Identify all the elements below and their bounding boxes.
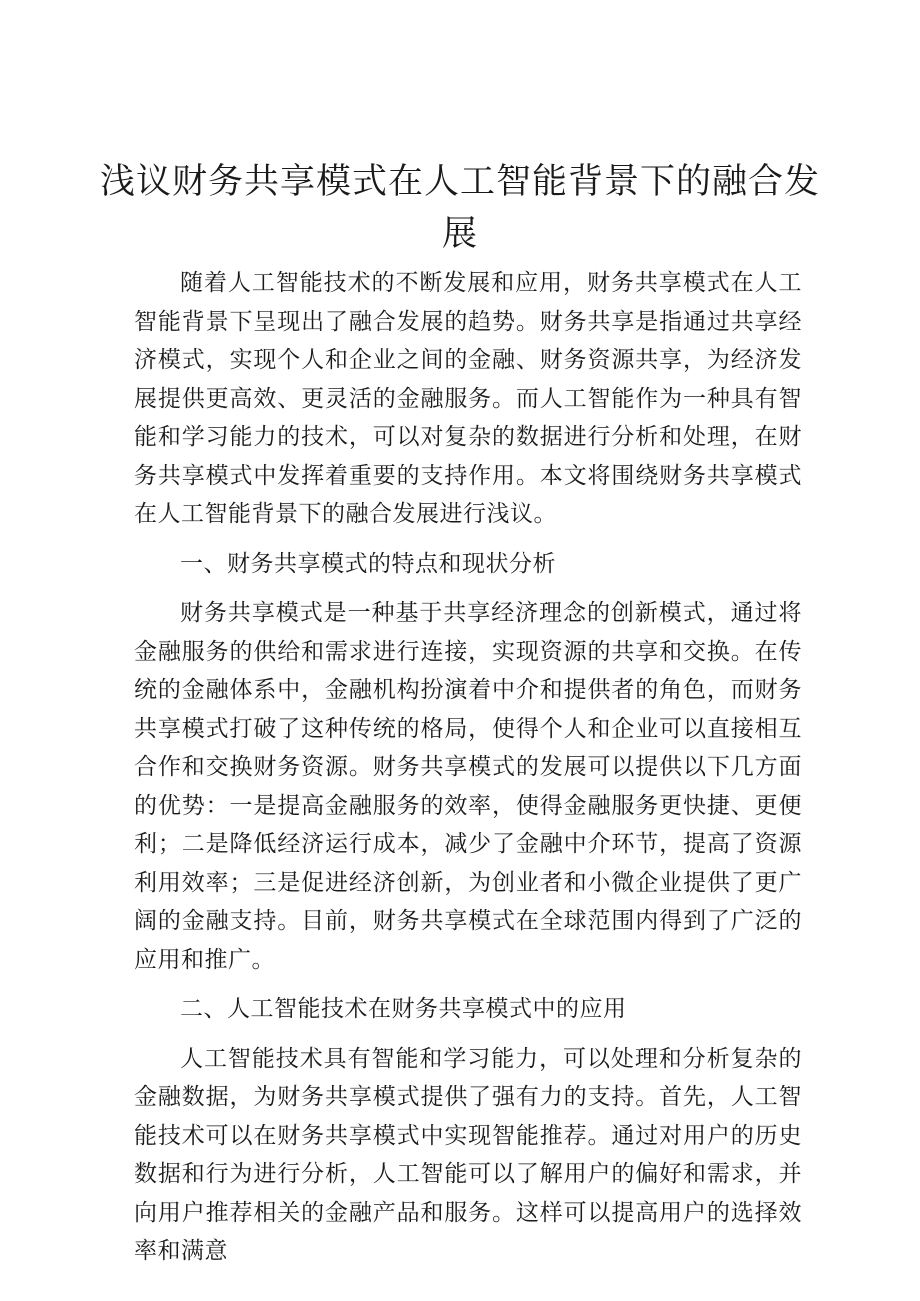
intro-paragraph: 随着人工智能技术的不断发展和应用，财务共享模式在人工智能背景下呈现出了融合发展的趋势。财务共享是指通过共享经济模式，实现个人和企业之间的金融、财务资源共享，为经济发展提供更高效、更灵活的金融服务。而人工智能作为一种具有智能和学习能力的技术，可以对复杂的数据进行分析和处理，在财务共享模式中发挥着重要的支持作用。本文将围绕财务共享模式在人工智能背景下的融合发展进行浅议。 xyxy=(134,270,802,527)
document-body xyxy=(134,264,802,1271)
section-1-paragraph: 财务共享模式是一种基于共享经济理念的创新模式，通过将金融服务的供给和需求进行连接，实现资源的共享和交换。在传统的金融体系中，金融机构扮演着中介和提供者的角色，而财务共享模式打破了这种传统的格局，使得个人和企业可以直接相互合作和交换财务资源。财务共享模式的发展可以提供以下几方面的优势：一是提高金融服务的效率，使得金融服务更快捷、更便利；二是降低经济运行成本，减少了金融中介环节，提高了资源利用效率；三是促进经济创新，为创业者和小微企业提供了更广阔的金融支持。目前，财务共享模式在全球范围内得到了广泛的应用和推广。 xyxy=(134,600,802,973)
document-title: 浅议财务共享模式在人工智能背景下的融合发展 xyxy=(100,162,821,254)
section-heading-2: 二、人工智能技术在财务共享模式中的应用 xyxy=(180,996,627,1022)
section-2-paragraph: 人工智能技术具有智能和学习能力，可以处理和分析复杂的金融数据，为财务共享模式提供了强有力的支持。首先，人工智能技术可以在财务共享模式中实现智能推荐。通过对用户的历史数据和行为进行分析，人工智能可以了解用户的偏好和需求，并向用户推荐相关的金融产品和服务。这样可以提高用户的选择效率和满意 xyxy=(134,1045,802,1264)
section-heading-1: 一、财务共享模式的特点和现状分析 xyxy=(180,550,556,577)
